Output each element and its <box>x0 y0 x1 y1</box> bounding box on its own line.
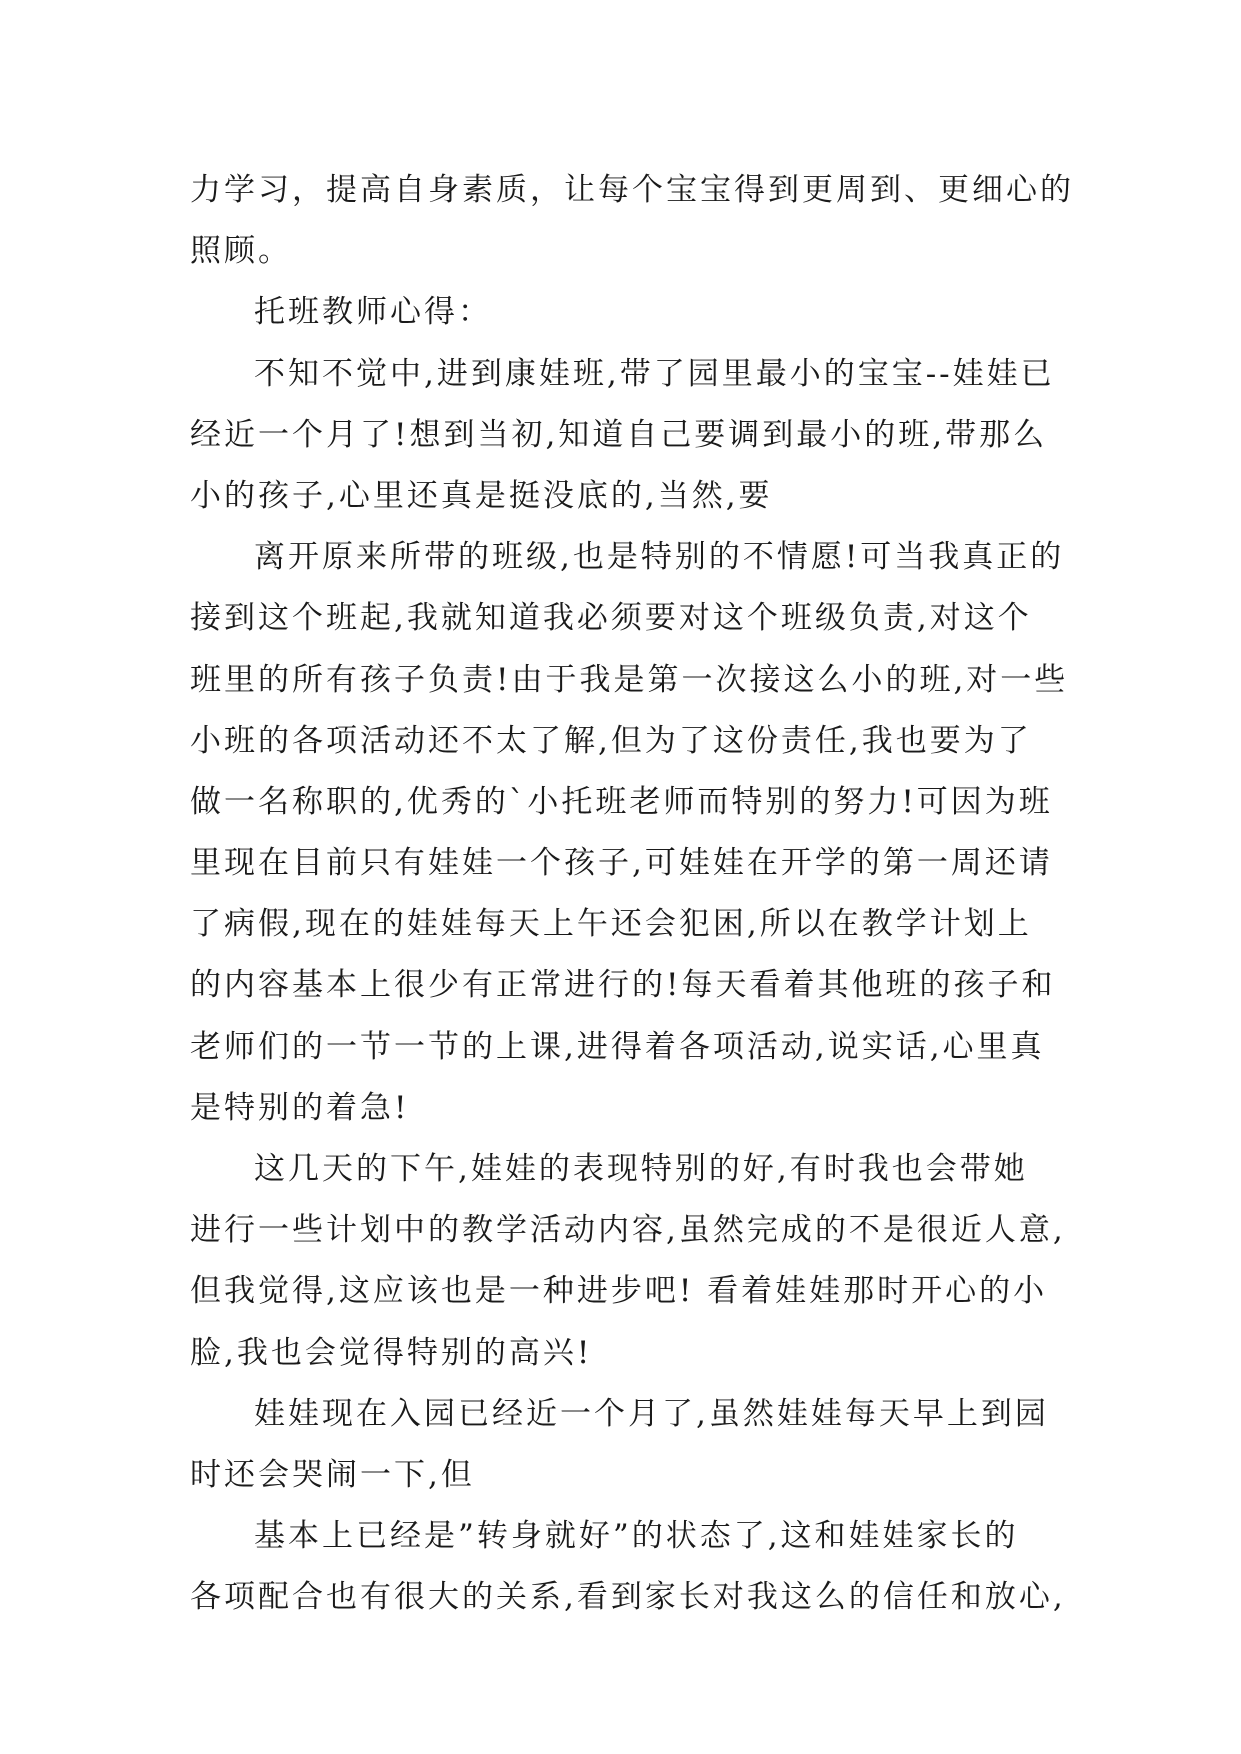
text-line: 老师们的一节一节的上课,进得着各项活动,说实话,心里真 <box>190 1028 1045 1065</box>
text-line: 照顾。 <box>190 233 292 270</box>
text-line: 是特别的着急! <box>190 1089 410 1126</box>
text-line: 这几天的下午,娃娃的表现特别的好,有时我也会带她 <box>254 1151 1028 1187</box>
text-line: 做一名称职的,优秀的`小托班老师而特别的努力!可因为班 <box>190 783 1053 820</box>
text-line: 不知不觉中,进到康娃班,带了园里最小的宝宝--娃娃已 <box>254 355 1055 392</box>
text-line: 基本上已经是”转身就好”的状态了,这和娃娃家长的 <box>254 1518 1019 1555</box>
text-line: 经近一个月了!想到当初,知道自己要调到最小的班,带那么 <box>190 416 1048 453</box>
text-line: 进行一些计划中的教学活动内容,虽然完成的不是很近人意, <box>190 1212 1066 1249</box>
text-line: 离开原来所带的班级,也是特别的不情愿!可当我真正的 <box>254 539 1065 576</box>
text-line: 各项配合也有很大的关系,看到家长对我这么的信任和放心, <box>190 1579 1066 1616</box>
document-page <box>190 160 1074 1629</box>
text-line: 时还会哭闹一下,但 <box>190 1456 475 1493</box>
text-line: 里现在目前只有娃娃一个孩子,可娃娃在开学的第一周还请 <box>190 845 1053 882</box>
section-heading: 托班教师心得： <box>254 294 492 331</box>
text-line: 班里的所有孩子负责!由于我是第一次接这么小的班,对一些 <box>190 661 1069 698</box>
text-line: 小的孩子,心里还真是挺没底的,当然,要 <box>190 477 773 514</box>
text-line: 小班的各项活动还不太了解,但为了这份责任,我也要为了 <box>190 722 1032 759</box>
text-line: 的内容基本上很少有正常进行的!每天看着其他班的孩子和 <box>190 967 1056 1004</box>
text-line: 娃娃现在入园已经近一个月了,虽然娃娃每天早上到园 <box>254 1395 1049 1432</box>
text-line: 但我觉得,这应该也是一种进步吧! 看着娃娃那时开心的小 <box>190 1273 1048 1310</box>
text-line: 接到这个班起,我就知道我必须要对这个班级负责,对这个 <box>190 600 1032 637</box>
text-line: 了病假,现在的娃娃每天上午还会犯困,所以在教学计划上 <box>190 906 1032 943</box>
text-line: 力学习，提高自身素质，让每个宝宝得到更周到、更细心的 <box>190 172 1074 208</box>
text-line: 脸,我也会觉得特别的高兴! <box>190 1334 593 1371</box>
